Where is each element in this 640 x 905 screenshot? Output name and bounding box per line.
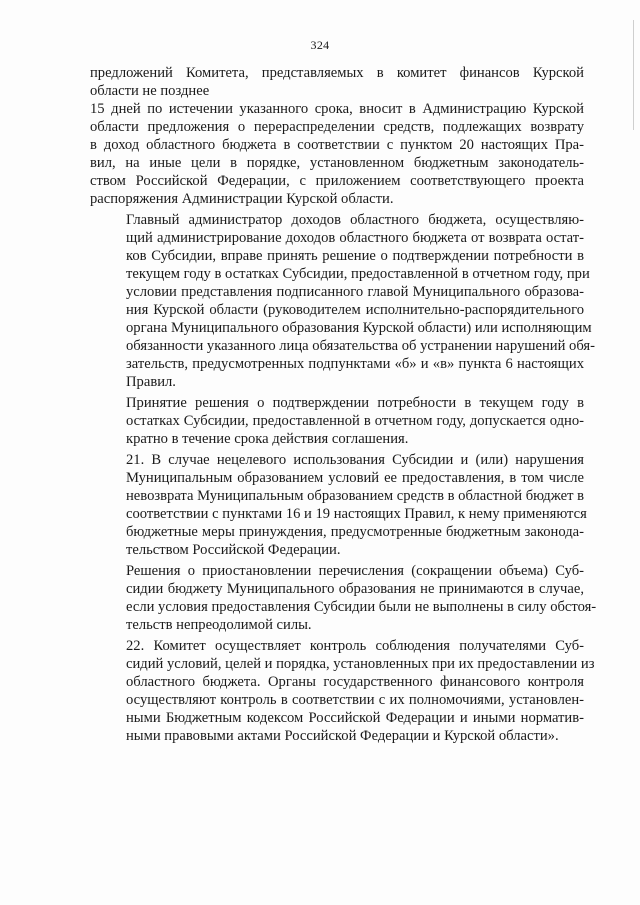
text-line: сидии бюджету Муниципального образования не принимаются в случае, — [126, 581, 584, 597]
text-line: тельств непреодолимой силы. — [126, 617, 312, 633]
text-line: кратно в течение срока действия соглашения. — [126, 431, 409, 447]
text-line: в доход областного бюджета в соответствии с пунктом 20 настоящих Пра- — [90, 137, 584, 153]
paragraph — [90, 394, 584, 448]
text-line: вил, на иные цели в порядке, установленном бюджетным законодатель- — [90, 155, 584, 171]
text-line: области не позднее — [90, 83, 210, 99]
scan-edge-mark — [633, 20, 634, 130]
paragraph — [90, 211, 595, 391]
text-line: невозврата Муниципальным образованием средств в областной бюджет в — [126, 488, 584, 504]
text-line: Принятие решения о подтверждении потребности в текущем году в — [126, 395, 584, 411]
text-line: Правил. — [126, 374, 176, 390]
text-line: ными Бюджетным кодексом Российской Федерации и иными норматив- — [126, 710, 584, 726]
text-line: остатках Субсидии, предоставленной в отчетном году, допускается одно- — [126, 413, 584, 429]
text-line: 22. Комитет осуществляет контроль соблюдения получателями Суб- — [126, 638, 584, 654]
text-line: ков Субсидии, вправе принять решение о подтверждении потребности в — [126, 248, 584, 264]
paragraph — [90, 451, 587, 559]
text-line: текущем году в остатках Субсидии, предоставленной в отчетном году, при — [126, 266, 590, 282]
text-line: осуществляют контроль в соответствии с их полномочиями, установлен- — [126, 692, 584, 708]
paragraph — [90, 64, 584, 100]
text-line: Решения о приостановлении перечисления (сокращении объема) Суб- — [126, 563, 584, 579]
text-line: обязанности указанного лица обязательства об устранении нарушений обя- — [126, 338, 595, 354]
text-line: ством Российской Федерации, с приложением соответствующего проекта — [90, 173, 584, 189]
paragraph — [90, 562, 597, 634]
text-line: зательств, предусмотренных подпунктами «б» и «в» пункта 6 настоящих — [126, 356, 584, 372]
paragraph — [90, 637, 595, 745]
text-line: Главный администратор доходов областного бюджета, осуществляю- — [126, 212, 584, 228]
text-line: если условия предоставления Субсидии были не выполнены в силу обстоя- — [126, 599, 597, 615]
text-line: соответствии с пунктами 16 и 19 настоящих Правил, к нему применяются — [126, 506, 587, 522]
page-number: 324 — [310, 38, 330, 52]
text-line: сидий условий, целей и порядка, установленных при их предоставлении из — [126, 656, 595, 672]
text-line: тельством Российской Федерации. — [126, 542, 341, 558]
text-line: бюджетные меры принуждения, предусмотренные бюджетным законода- — [126, 524, 584, 540]
text-line: условии представления подписанного главой Муниципального образова- — [126, 284, 584, 300]
text-line: области предложения о перераспределении средств, подлежащих возврату — [90, 119, 584, 135]
text-line: органа Муниципального образования Курской области) или исполняющим — [126, 320, 592, 336]
text-line: Муниципальным образованием условий ее предоставления, в том числе — [126, 470, 584, 486]
text-line: ными правовыми актами Российской Федерации и Курской области». — [126, 728, 559, 744]
paragraph — [90, 100, 584, 208]
text-line: 21. В случае нецелевого использования Субсидии и (или) нарушения — [126, 452, 584, 468]
text-line: распоряжения Администрации Курской области. — [90, 191, 394, 207]
text-line: областного бюджета. Органы государственного финансового контроля — [126, 674, 584, 690]
text-line: предложений Комитета, представляемых в комитет финансов Курской — [90, 65, 584, 81]
body-text — [90, 64, 597, 745]
text-line: ния Курской области (руководителем исполнительно-распорядительного — [126, 302, 584, 318]
text-line: щий администрирование доходов областного бюджета от возврата остат- — [126, 230, 584, 246]
text-line: 15 дней по истечении указанного срока, вносит в Администрацию Курской — [90, 101, 584, 117]
